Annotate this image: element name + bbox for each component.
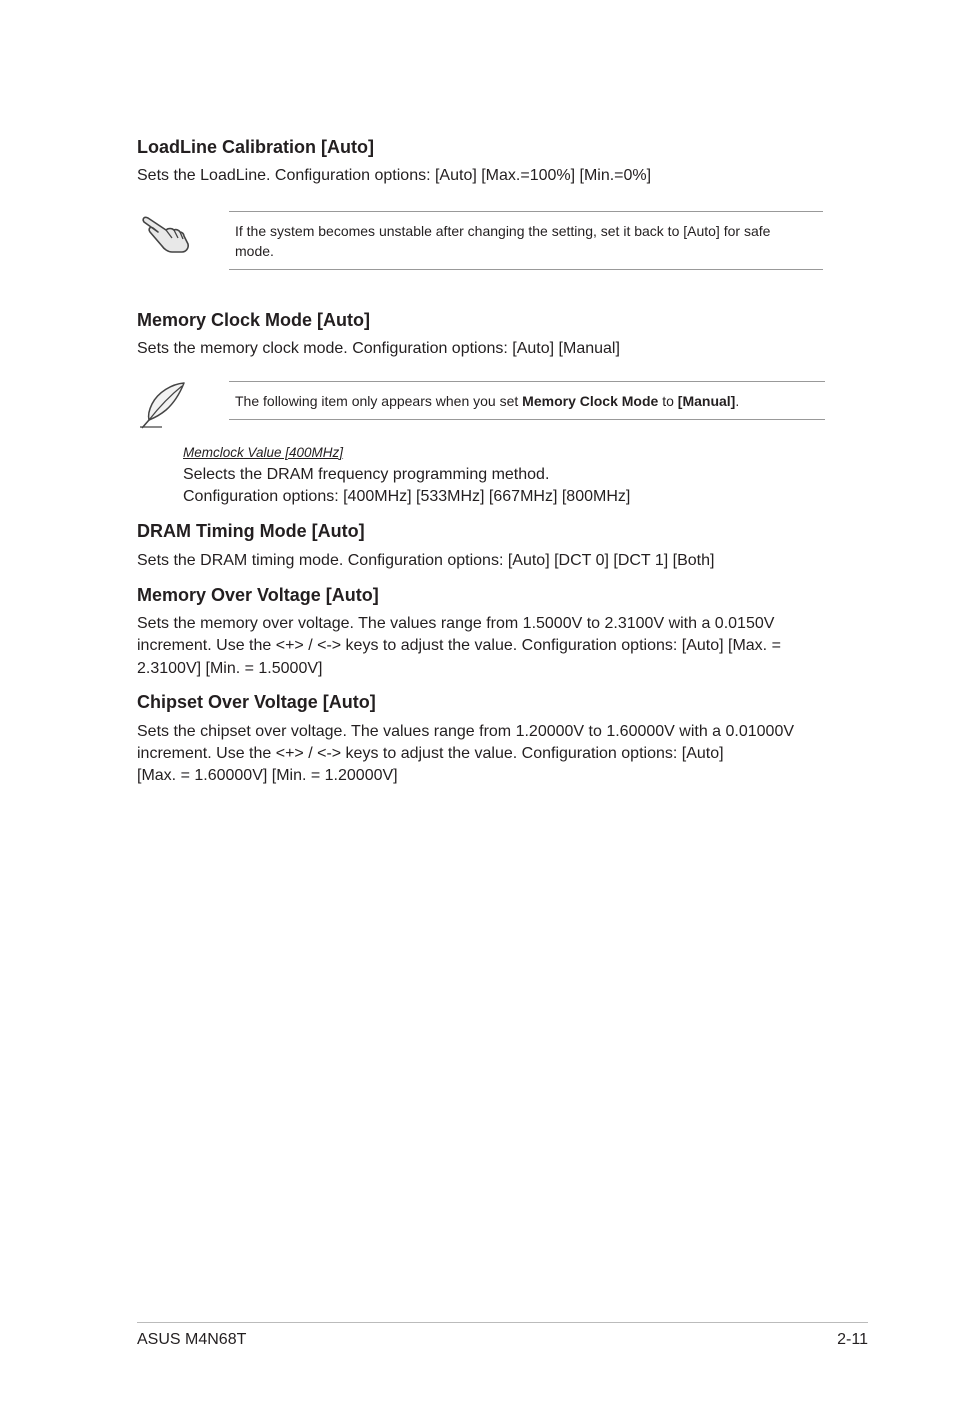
memory-voltage-line-2: increment. Use the <+> / <-> keys to adjust the value. Configuration options: [Auto] [Max. = [137, 637, 781, 654]
loadline-description: Sets the LoadLine. Configuration options: [Auto] [Max.=100%] [Min.=0%] [137, 167, 652, 184]
caution-note-line-1: If the system becomes unstable after changing the setting, set it back to [Auto] for safe [235, 223, 771, 239]
dram-timing-description: Sets the DRAM timing mode. Configuration options: [Auto] [DCT 0] [DCT 1] [Both] [137, 552, 715, 569]
memclock-value-line-1: Selects the DRAM frequency programming method. [183, 466, 550, 483]
memory-voltage-line-1: Sets the memory over voltage. The values range from 1.5000V to 2.3100V with a 0.0150V [137, 615, 775, 632]
memory-voltage-line-3: 2.3100V] [Min. = 1.5000V] [137, 660, 323, 677]
info-note-text [235, 391, 739, 411]
memory-clock-title: Memory Clock Mode [Auto] [137, 310, 371, 330]
memory-voltage-title: Memory Over Voltage [Auto] [137, 585, 379, 605]
footer-divider [137, 1322, 868, 1323]
info-note-suffix: . [735, 393, 740, 409]
caution-note [229, 211, 823, 270]
info-note-value: [Manual] [677, 393, 736, 409]
chipset-voltage-title: Chipset Over Voltage [Auto] [137, 692, 376, 712]
memclock-value-title: Memclock Value [400MHz] [183, 445, 344, 460]
footer-product-name: ASUS M4N68T [137, 1331, 247, 1348]
pointing-hand-icon [138, 212, 192, 256]
footer-page-number: 2-11 [837, 1331, 868, 1348]
info-note-setting: Memory Clock Mode [522, 393, 659, 409]
info-note [229, 381, 825, 420]
loadline-title: LoadLine Calibration [Auto] [137, 137, 374, 157]
dram-timing-title: DRAM Timing Mode [Auto] [137, 521, 365, 541]
chipset-voltage-line-2: increment. Use the <+> / <-> keys to adjust the value. Configuration options: [Auto] [137, 745, 724, 762]
memclock-value-line-2: Configuration options: [400MHz] [533MHz] [667MHz] [800MHz] [183, 488, 631, 505]
memory-clock-description: Sets the memory clock mode. Configuration options: [Auto] [Manual] [137, 340, 620, 357]
info-note-mid: to [658, 393, 678, 409]
info-note-prefix: The following item only appears when you set [235, 393, 523, 409]
chipset-voltage-line-1: Sets the chipset over voltage. The values range from 1.20000V to 1.60000V with a 0.01000V [137, 723, 795, 740]
quill-pen-icon [138, 380, 188, 430]
caution-note-line-2: mode. [235, 243, 274, 259]
chipset-voltage-line-3: [Max. = 1.60000V] [Min. = 1.20000V] [137, 767, 398, 784]
